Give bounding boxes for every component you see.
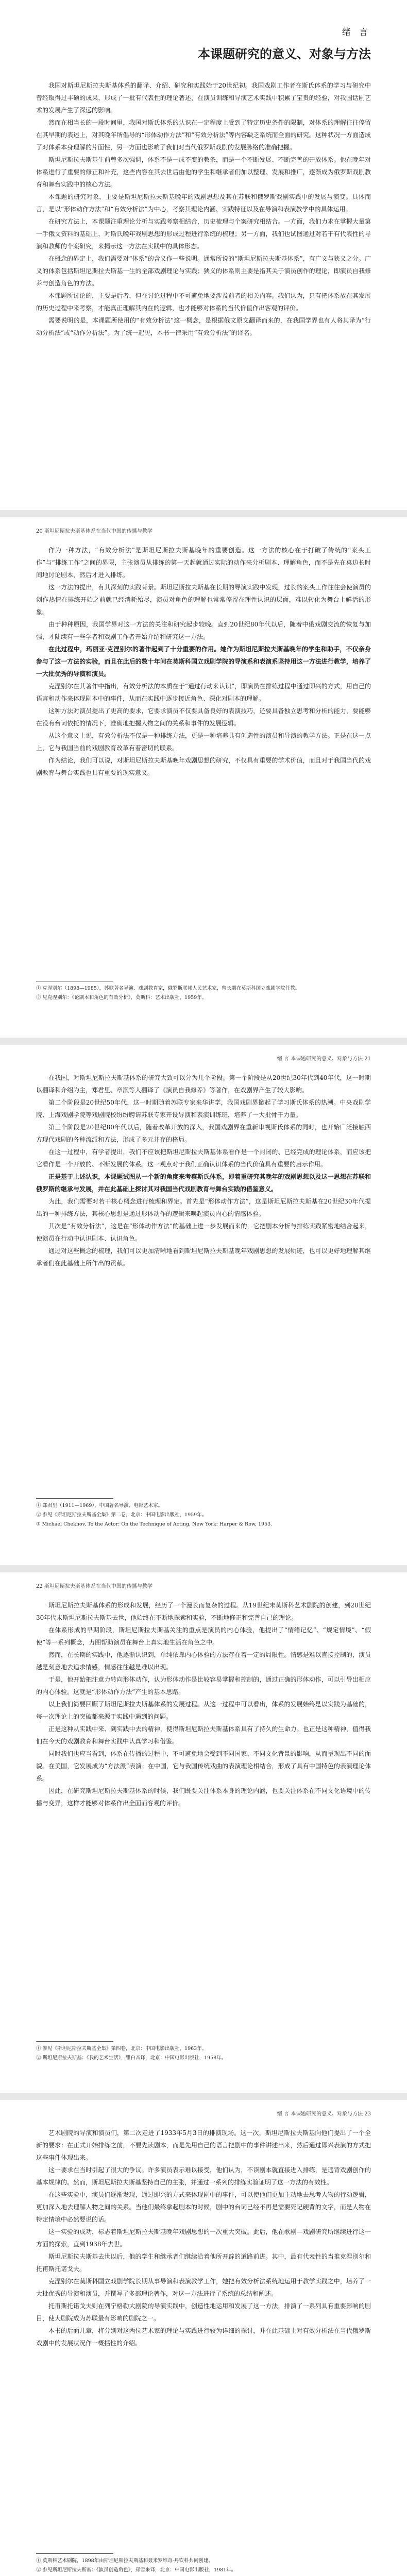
footnote: ① 郑君里（1911—1969），中国著名导演、电影艺术家。 (36, 1503, 163, 1509)
footnote: ① 参见《斯坦尼斯拉夫斯基全集》第四卷，北京：中国电影出版社，1963年。 (36, 2046, 207, 2052)
paragraph: 这一实验的成功，标志着斯坦尼斯拉夫斯基晚年戏剧思想的一次重大突破。此后，他在歌剧—戏剧研究所继续进行这一方面的探索，直到1938年去世。 (36, 2228, 371, 2248)
footnote: ③ Michael Chekhov, To the Actor: On the Technique of Acting, New York: Harper & Row, 1953. (36, 1521, 273, 1527)
paragraph: 作为一种方法，“有效分析法”是斯坦尼斯拉夫斯基晚年的重要创造。这一方法的核心在于打破了传统的“案头工作”与“排练工作”之间的界限，主张演员从排练的第一天起就通过实际的动作来分析剧本、理解角色，而不是先在桌边长时间地讨论剧本，然后才进入排练。 (36, 547, 371, 579)
paragraph: 由于种种原因，我国学界对这一方法的关注和研究起步较晚。直到20世纪80年代以后，随着中俄戏剧交流的恢复与加强，才陆续有一些学者和戏剧工作者开始介绍和研究这一方法。 (36, 621, 371, 640)
footnote-rule (36, 1498, 113, 1499)
footnotes (36, 981, 371, 1003)
paragraph: 然而在相当长的一段时间里，我国对斯氏体系的认识在一定程度上受到了特定历史条件的限制，对体系的理解往往停留在其早期的表述上，对其晚年所倡导的“形体动作方法”和“有效分析法”等内容缺乏系统而全面的研究。这种状况一方面造成了对体系本身理解的片面性，另一方面也影响了我们对当代俄罗斯戏剧的发展脉络的准确把握。 (36, 119, 371, 151)
paragraph: 因此，在研究斯坦尼斯拉夫斯基体系的时候，我们既要关注体系本身的理论内涵，也要关注体系在不同文化语境中的传播与变异，这样才能够对体系作出全面而客观的评价。 (36, 1787, 371, 1807)
paragraph: 第二个阶段是20世纪50年代，这一时期随着苏联专家来华讲学，我国戏剧界掀起了学习斯氏体系的热潮。中央戏剧学院、上海戏剧学院等戏剧院校纷纷聘请苏联专家开设导演和表演训练班，培养了一大批骨干力量。 (36, 1099, 371, 1118)
page-separator (0, 1565, 407, 1572)
paragraph: 克涅别尔在莫斯科国立戏剧学院长期从事导演和表演教学工作，她把有效分析法系统地运用于教学实践之中，培养了一大批优秀的导演和演员，并撰写了多部理论著作，对这一方法进行了系统的总结和阐述。 (36, 2278, 371, 2297)
paragraph: 需要说明的是，本课题所使用的“有效分析法”这一概念，是根据俄文原文翻译而来的，在我国学界也有人将其译为“行动分析法”或“动作分析法”。为了统一起见，本书一律采用“有效分析法”的译名。 (36, 317, 371, 336)
footnotes (36, 2041, 371, 2063)
page-2 (0, 517, 407, 1038)
paragraph: 从这个意义上说，有效分析法不仅是一种排练方法，更是一种培养具有创造性的演员和导演的教学方法。正是在这一点上，它与我国当前的戏剧教育改革有着密切的联系。 (36, 732, 371, 752)
paragraph: 于是，他开始把注意力转向形体动作，认为形体动作是比较容易掌握和控制的，通过正确的形体动作，可以引导出相应的内心体验。这就是“形体动作方法”产生的基本思路。 (36, 1676, 371, 1696)
footnote: ② 参见《斯坦尼斯拉夫斯基全集》第二卷，北京：中国电影出版社，1959年。 (36, 1512, 207, 1518)
paragraph: 作为结论，我们可以说，对斯坦尼斯拉夫斯基晚年戏剧思想的研究，不仅具有重要的学术价值，而且对于我国当代的戏剧教育与舞台实践也具有重要的现实意义。 (36, 757, 371, 776)
page-separator (0, 1038, 407, 1045)
page-3-body (36, 1072, 371, 1269)
paragraph: 在研究方法上，本课题注重理论分析与实践考察相结合，历史梳理与个案研究相结合。一方面，我们力求在掌握大量第一手俄文资料的基础上，对斯氏晚年戏剧思想的形成过程进行系统的梳理；另一方面，我们也试图通过对若干有代表性的导演和教师的个案研究，来揭示这一方法在实践中的具体形态。 (36, 218, 371, 250)
page-2-body (36, 544, 371, 779)
paragraph: 然而，在长期的实践中，他逐渐认识到，单纯依靠内心体验的方法存在着一定的局限性。情感是难以直接控制的，演员越是刻意地去追求情感，情感往往越是难以出现。 (36, 1651, 371, 1671)
paragraph-emphasis: 正是基于上述认识，本课题试图从一个新的角度来考察斯氏体系，即着重研究其晚年的戏剧思想以及这一思想在苏联和俄罗斯的继承与发展，并在此基础上探讨其对我国当代戏剧教育与舞台实践的借鉴意义。 (36, 1173, 371, 1193)
paragraph: 在概念的界定上，我们需要对“体系”的含义作一些说明。通常所说的“斯坦尼斯拉夫斯基体系”，有广义与狭义之分。广义的体系包括斯坦尼斯拉夫斯基一生的全部戏剧理论与实践；狭义的体系则主要是指其关于演员创作的理论，即演员自我修养与创造角色的方法。 (36, 255, 371, 287)
footnote: ① 莫斯科艺术剧院，1898年由斯坦尼斯拉夫斯基和聂米罗维奇-丹钦科共同创建。 (36, 2558, 213, 2564)
paragraph: 克涅别尔在其著作中指出，有效分析法的本质在于“通过行动来认识”，即演员在排练过程中通过即兴的方式，用自己的语言和动作来体现剧本中的事件，从而在实践中逐步接近角色、深化对剧本的理解。 (36, 683, 371, 702)
paragraph: 在这些实验中，演员们逐渐发现，通过即兴的方式来体现剧中的事件，可以使他们更加主动地去思考人物的行动逻辑，更加深入地去理解人物之间的关系。当他们最终拿起剧本的时候，剧中的台词已经不再是需要死记硬背的文字，而是人物在特定情境中必然要说的话。 (36, 2191, 371, 2223)
paragraph: 同时我们也应当看到，体系在传播的过程中，不可避免地会受到不同国家、不同文化背景的影响，从而呈现出不同的面貌。在美国，它发展成为“方法派”表演；在中国，它与我国传统戏曲的表演理论相结合，形成了具有中国特色的表演理论体系。 (36, 1750, 371, 1782)
page-5-body (36, 2127, 371, 2349)
footnote-rule (36, 2041, 113, 2042)
page-1-body (36, 79, 371, 339)
paragraph-emphasis: 在此过程中，玛丽亚·克涅别尔的著作起到了十分重要的作用。她作为斯坦尼斯拉夫斯基晚年的学生和助手，不仅亲身参与了这一方法的实验，而且在此后的数十年间在莫斯科国立戏剧学院的导演系和表演系坚持用这一方法进行教学，培养了一大批优秀的导演和演员。 (36, 646, 371, 677)
paragraph: 以上我们简要回顾了斯坦尼斯拉夫斯基体系的发展过程。从这一过程中可以看出，体系的发展始终是以实践为基础的，每一次理论上的突破都来源于实践中遇到的问题。 (36, 1701, 371, 1720)
chapter-label: 绪 言 (342, 27, 371, 37)
footnote: ② 参见斯坦尼斯拉夫斯基：《演员创造角色》，郑雪来译，北京：中国电影出版社，1981年。 (36, 2567, 236, 2573)
paragraph: 本书的后面几章，将分别对这两位艺术家的理论与实践进行较为详细的探讨，并在此基础上对有效分析法在当代俄罗斯戏剧中的发展状况作一概括性的介绍。 (36, 2327, 371, 2347)
paragraph: 斯坦尼斯拉夫斯基去世以后，他的学生和继承者们继续沿着他所开辟的道路前进。其中，最有代表性的当推克涅别尔和托甫斯托诺戈夫。 (36, 2253, 371, 2273)
paragraph: 托甫斯托诺戈夫则在列宁格勒大剧院的导演实践中，创造性地运用和发展了这一方法，排演了一系列具有重要影响的剧目，使大剧院成为苏联最有影响的剧院之一。 (36, 2302, 371, 2322)
paragraph: 斯坦尼斯拉夫斯基生前曾多次强调，体系不是一成不变的教条，而是一个不断发展、不断完善的开放体系。他在晚年对体系进行了重要的修正和补充，这些内容在其去世后由他的学生和继承者们加以整理、发展和推广，逐渐成为俄罗斯戏剧教育和舞台实践中的核心方法。 (36, 156, 371, 188)
paragraph: 在我国，对斯坦尼斯拉夫斯基体系的研究大致可以分为几个阶段。第一个阶段是从20世纪30年代到40年代，这一时期以翻译和介绍为主，郑君里、章泯等人翻译了《演员自我修养》等著作，在戏剧界产生了较大影响。 (36, 1074, 371, 1094)
paragraph: 这种方法对演员提出了更高的要求，它要求演员不仅要具备良好的表演技巧，还要具备独立思考和分析的能力，要能够在没有台词依托的情况下，准确地把握人物之间的关系和事件的发展逻辑。 (36, 707, 371, 727)
paragraph: 第三个阶段是20世纪80年代以后，随着改革开放的深入，我国戏剧界在重新审视斯氏体系的同时，也开始广泛接触西方现代戏剧的各种流派和方法，形成了多元并存的格局。 (36, 1124, 371, 1143)
paragraph: 正是这种从实践中来、到实践中去的精神，使得斯坦尼斯拉夫斯基体系具有了持久的生命力。也正是这种精神，值得我们在今天的戏剧教育和舞台实践中认真学习和借鉴。 (36, 1725, 371, 1745)
page-4 (0, 1572, 407, 2093)
running-head (36, 1054, 371, 1062)
footnote: ② 斯坦尼斯拉夫斯基：《我的艺术生活》，瞿白音译，北京：中国电影出版社，1958年。 (36, 2055, 227, 2061)
page-1 (0, 0, 407, 510)
footnote: ② 见克涅别尔：《论剧本和角色的有效分析》，莫斯科：艺术出版社，1959年。 (36, 995, 207, 1001)
page-separator (0, 2093, 407, 2100)
running-head-text: 20 斯坦尼斯拉夫斯基体系在当代中国的传播与教学 (36, 529, 152, 534)
page-separator (0, 510, 407, 517)
page-5 (0, 2100, 407, 2576)
footnotes (36, 1498, 371, 1530)
footnote: ① 克涅别尔（1898—1985），苏联著名导演、戏剧教育家，俄罗斯联邦人民艺术家，曾长期在莫斯科国立戏剧学院任教。 (36, 986, 300, 991)
paragraph: 艺术剧院的导演和演员们，第二次走进了1933年5月3日的排演现场。这一次，斯坦尼斯拉夫斯基向他们提出了一个全新的要求：在正式开始排练之前，不要先读剧本，而是先用自己的语言把剧中的事件讲述出来，然后通过即兴表演的方式把这些事件体现出来。 (36, 2129, 371, 2161)
page-3 (0, 1045, 407, 1565)
paragraph: 我国对斯坦尼斯拉夫斯基体系的翻译、介绍、研究和实践始于20世纪初。我国戏剧工作者在斯氏体系的学习与研究中曾经取得过丰硕的成果，形成了一批有代表性的理论著述，在演员训练和导演艺术实践中积累了宝贵的经验，对我国话剧艺术的发展产生了深远的影响。 (36, 82, 371, 114)
running-head-text: 绪 言 本课题研究的意义、对象与方法 21 (277, 1056, 371, 1062)
paragraph: 在这一过程中，有学者提出，我们不应该把斯坦尼斯拉夫斯基体系看作是一个封闭的、已经完成的理论体系，而应该把它看作是一个开放的、不断发展的体系。这一观点对于我们正确认识体系的当代价值具有重要的启示作用。 (36, 1148, 371, 1168)
footnotes (36, 2553, 371, 2576)
running-head-text: 绪 言 本课题研究的意义、对象与方法 23 (277, 2111, 371, 2117)
paragraph: 其次是“有效分析法”，这是在“形体动作方法”的基础上进一步发展而来的，它把剧本分析与排练实践紧密地结合起来，使演员在行动中认识剧本、认识角色。 (36, 1223, 371, 1242)
paragraph: 本课题的研究对象，主要是斯坦尼斯拉夫斯基晚年的戏剧思想及其在苏联和俄罗斯戏剧实践中的发展与演变。具体而言，是以“形体动作方法”和“有效分析法”为中心，考察其理论内涵、实践特征以及在导演和表演教学中的具体运用。 (36, 193, 371, 213)
paragraph: 通过对这些概念的梳理，我们可以更加清晰地看到斯坦尼斯拉夫斯基晚年戏剧思想的发展轨迹，也可以更好地理解其继承者们在此基础上所作出的贡献。 (36, 1247, 371, 1267)
running-head (36, 527, 371, 534)
paragraph: 斯坦尼斯拉夫斯基体系的形成和发展，经历了一个漫长而复杂的过程。从19世纪末莫斯科艺术剧院的创建，到20世纪30年代末斯坦尼斯拉夫斯基去世，他始终在不断地探索和实验，不断地修正和完善自己的理论。 (36, 1602, 371, 1621)
paragraph: 为此，我们需要对若干核心概念进行梳理和界定。首先是“形体动作方法”，这是斯坦尼斯拉夫斯基在20世纪30年代提出的一种排练方法，其核心思想是通过形体动作的逻辑来唤起演员内心的情感体验。 (36, 1198, 371, 1217)
running-head (36, 2109, 371, 2117)
running-head (36, 1582, 371, 1589)
chapter-title: 本课题研究的意义、对象与方法 (198, 48, 371, 61)
paragraph: 这一方法的提出，有其深刻的实践背景。斯坦尼斯拉夫斯基在长期的导演实践中发现，过长的案头工作往往会使演员的创作热情在排练开始之前就已经消耗殆尽，演员对角色的理解也常常停留在理性认识的层面，难以转化为舞台上鲜活的形象。 (36, 584, 371, 616)
paragraph: 这一要求在当时引起了很大的争议。许多演员表示难以接受，他们认为，不读剧本就直接进入排练，是违背戏剧创作的基本规律的。然而，斯坦尼斯拉夫斯基坚持自己的主张，并通过一系列的排练实验证明了这一方法的有效性。 (36, 2166, 371, 2186)
paragraph: 本课题所讨论的，主要是后者，但在讨论过程中不可避免地要涉及前者的相关内容。我们认为，只有把体系放在其发展的历史过程中来考察，才能真正理解其内在的逻辑，也才能够对体系的当代价值作出客观的评价。 (36, 292, 371, 312)
footnote-rule (36, 2553, 113, 2554)
paragraph: 在体系形成的早期阶段，斯坦尼斯拉夫斯基关注的重点是演员的内心体验，他提出了“情绪记忆”、“规定情境”、“假使”等一系列概念，力图帮助演员在舞台上真实地生活在角色之中。 (36, 1626, 371, 1646)
page-4-body (36, 1599, 371, 1809)
running-head-text: 22 斯坦尼斯拉夫斯基体系在当代中国的传播与教学 (36, 1584, 152, 1589)
